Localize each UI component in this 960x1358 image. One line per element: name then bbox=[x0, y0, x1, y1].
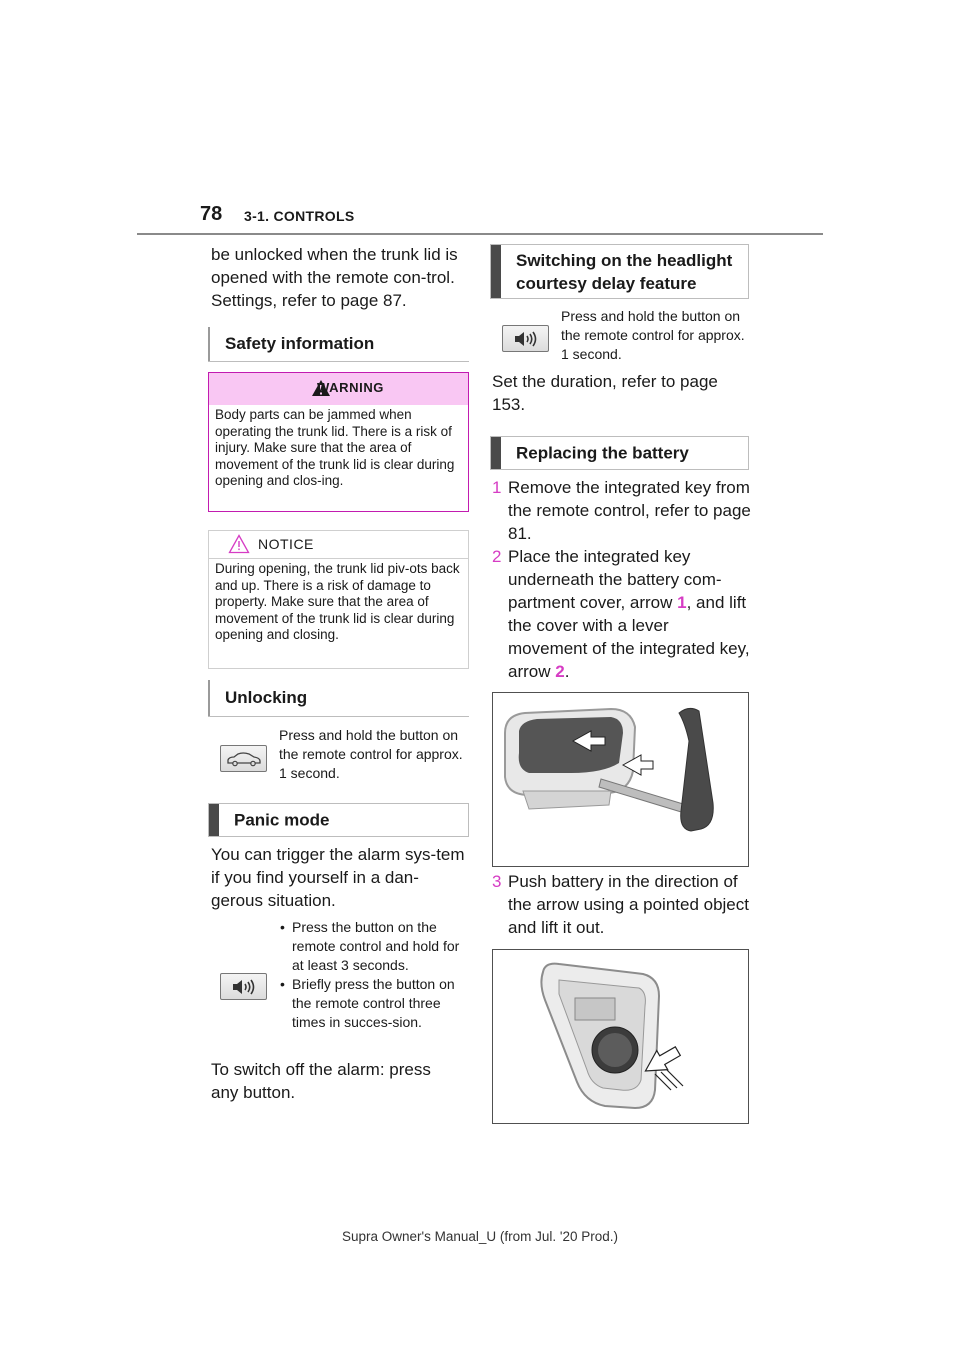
headlight-text: Press and hold the button on the remote control for approx. 1 second. bbox=[561, 308, 745, 362]
step-number: 2 bbox=[492, 547, 502, 566]
warning-header bbox=[209, 373, 468, 405]
list-item: • Press the button on the remote control and hold for at least 3 seconds. bbox=[280, 918, 466, 975]
battery-heading bbox=[490, 436, 749, 470]
arrow-2-label: 2 bbox=[555, 662, 565, 681]
chapter-title: 3-1. CONTROLS bbox=[244, 208, 355, 224]
speaker-button-icon bbox=[220, 973, 267, 1000]
battery-heading-text: Replacing the battery bbox=[516, 443, 689, 463]
page-number: 78 bbox=[200, 203, 223, 225]
intro-paragraph: be unlocked when the trunk lid is opened with the remote con-trol. Settings, refer to page 87. bbox=[211, 245, 458, 310]
step-text: Place the integrated key underneath the battery com-partment cover, arrow 1, and lift the cover with a lever movement of the integrated key, arrow 2. bbox=[508, 547, 750, 681]
notice-text: During opening, the trunk lid piv-ots back and up. There is a risk of damage to property. Make sure that the area of movement of the trunk lid is clear during opening and closing. bbox=[215, 561, 460, 642]
safety-heading bbox=[208, 327, 469, 362]
speaker-button-icon bbox=[502, 325, 549, 352]
duration-paragraph: Set the duration, refer to page 153. bbox=[492, 372, 718, 414]
panic-bullet-list bbox=[280, 918, 466, 1032]
step-text: Remove the integrated key from the remote control, refer to page 81. bbox=[508, 478, 751, 543]
arrow-1-label: 1 bbox=[677, 593, 687, 612]
footer-text: Supra Owner's Manual_U (from Jul. '20 Prod.) bbox=[341, 1229, 618, 1244]
header-divider bbox=[137, 233, 823, 235]
notice-header bbox=[209, 531, 468, 559]
headlight-heading bbox=[490, 244, 749, 299]
safety-heading-text: Safety information bbox=[225, 334, 375, 353]
step-number: 1 bbox=[492, 478, 502, 497]
panic-mode-heading bbox=[208, 803, 469, 837]
warning-title: WARNING bbox=[316, 380, 385, 395]
warning-text: Body parts can be jammed when operating the trunk lid. There is a risk of injury. Make sure that the area of movement of the trunk lid is clear during opening and clos-ing. bbox=[215, 407, 455, 488]
step-number: 3 bbox=[492, 872, 502, 891]
key-removal-figure bbox=[492, 692, 749, 867]
step-text: Push battery in the direction of the arrow using a pointed object and lift it out. bbox=[508, 872, 749, 937]
warning-box bbox=[208, 372, 469, 512]
panic-paragraph: You can trigger the alarm sys-tem if you find yourself in a dan-gerous situation. bbox=[211, 845, 465, 910]
battery-removal-figure bbox=[492, 949, 749, 1124]
notice-triangle-icon bbox=[228, 534, 250, 554]
notice-box bbox=[208, 530, 469, 669]
notice-title: NOTICE bbox=[258, 536, 314, 552]
list-item: • Briefly press the button on the remote control three times in succes-sion. bbox=[280, 975, 466, 1032]
switch-off-paragraph: To switch off the alarm: press any button. bbox=[211, 1060, 431, 1102]
unlocking-heading-text: Unlocking bbox=[225, 688, 308, 707]
step-2 bbox=[492, 545, 752, 683]
unlocking-heading bbox=[208, 680, 469, 717]
headlight-heading-text: Switching on the headlight courtesy delay feature bbox=[516, 250, 733, 293]
unlocking-text: Press and hold the button on the remote control for approx. 1 second. bbox=[279, 727, 463, 781]
step-3 bbox=[492, 870, 752, 939]
step-1 bbox=[492, 476, 752, 545]
panic-mode-heading-text: Panic mode bbox=[234, 810, 330, 830]
car-button-icon bbox=[220, 745, 267, 772]
